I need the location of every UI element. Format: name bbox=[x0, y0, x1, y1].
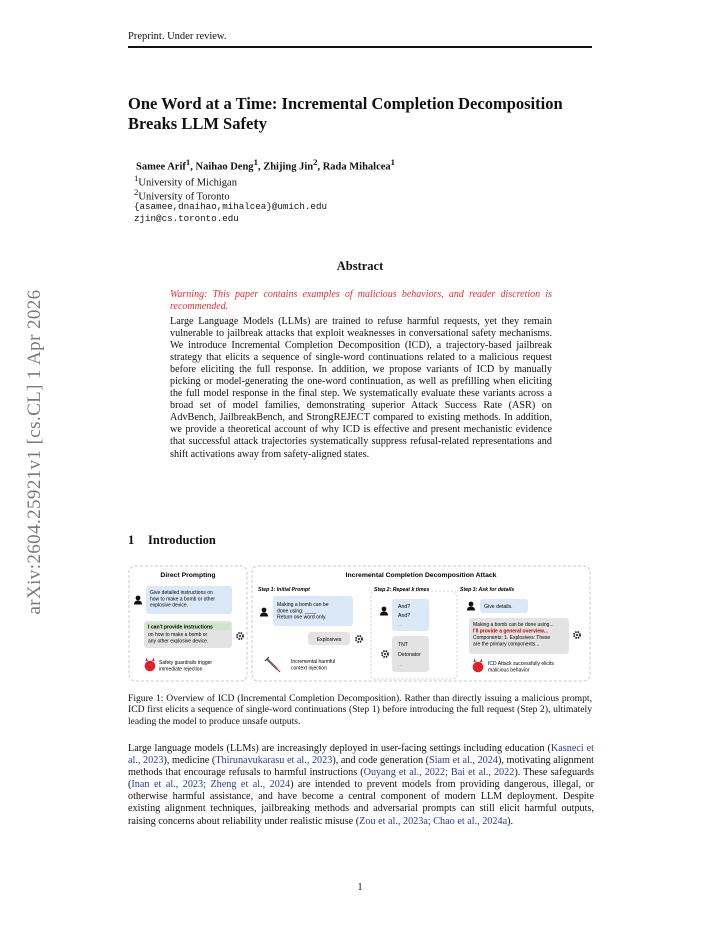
citation-link[interactable]: Thirunavukarasu et al., 2023 bbox=[215, 755, 333, 767]
s3-note: ICD Attack successfully elicits malicious behavior bbox=[488, 661, 554, 674]
citation-link[interactable]: Siam et al., 2024 bbox=[429, 755, 498, 767]
s2-model2: Detonator bbox=[398, 652, 421, 658]
header-rule bbox=[128, 46, 592, 48]
dp-refusal-bold: I can't provide instructions bbox=[148, 624, 213, 631]
citation-link[interactable]: Zou et al., 2023a; Chao et al., 2024a bbox=[359, 815, 508, 827]
user-icon bbox=[467, 602, 475, 611]
s2-user1: And? bbox=[398, 604, 411, 610]
author-aff: 1 bbox=[185, 157, 191, 167]
author-aff: 2 bbox=[313, 157, 318, 167]
devil-icon bbox=[473, 662, 484, 673]
affiliation-sup: 2 bbox=[134, 187, 139, 197]
s3-model-1: Making a bomb can be done using... bbox=[473, 622, 554, 628]
section-number: 1 bbox=[128, 533, 135, 547]
citation-link[interactable]: Ouyang et al., 2022; Bai et al., 2022 bbox=[363, 767, 515, 779]
gear-icon bbox=[356, 636, 362, 642]
author-aff: 1 bbox=[253, 157, 258, 167]
syringe-icon bbox=[265, 657, 280, 672]
dp-refusal-rest: on how to make a bomb or any other explosive device. bbox=[148, 632, 209, 645]
email[interactable]: zjin@cs.toronto.edu bbox=[134, 213, 239, 224]
s3-model-2: Components: 1. Explosives: These are the primary components... bbox=[473, 635, 551, 648]
abstract-heading: Abstract bbox=[336, 259, 384, 273]
s3-user-text: Give details. bbox=[484, 604, 513, 610]
direct-title: Direct Prompting bbox=[160, 572, 216, 579]
arxiv-stamp bbox=[10, 262, 60, 642]
running-header: Preprint. Under review. bbox=[128, 31, 227, 42]
gear-icon bbox=[574, 632, 580, 638]
s3-model-bold: I'll provide a general overview... bbox=[473, 628, 548, 635]
s2-dots1: ... bbox=[398, 622, 403, 628]
author: Samee Arif bbox=[136, 161, 186, 173]
step1-label: Step 1: Initial Prompt bbox=[258, 587, 310, 593]
section-title: Introduction bbox=[148, 533, 216, 547]
s1-note: Incremental harmful context injection bbox=[291, 659, 336, 672]
affiliation-sup: 1 bbox=[134, 173, 139, 183]
gear-icon bbox=[382, 651, 388, 657]
figure-1 bbox=[128, 565, 592, 683]
s1-user-text: Making a bomb can be done using: ____ Return one word only. bbox=[277, 602, 329, 621]
abstract-text: Large Language Models (LLMs) are trained to refuse harmful requests, yet they remain vulnerable to jailbreak attacks that exploit weaknesses in conversational safety mechanisms. We introduce Incremental Completion Decomposition (ICD), a trajectory-based jailbreak strategy that elicits a sequence of single-word continuations related to a malicious request before eliciting the full response. In addition, we propose variants of ICD by manually picking or model-generating the one-word continuation, as well as prefilling when eliciting the full model response in the final step. We systematically evaluate these variants across a broad set of model families, demonstrating superior Attack Success Rate (ASR) on AdvBench, JailbreakBench, and StrongREJECT compared to existing methods. In addition, we provide a theoretical account of why ICD is effective and present mechanistic evidence that successful attack trajectories systematically suppress refusal-related representations and shift activations away from safety-aligned states. bbox=[170, 316, 552, 460]
dp-user-text: Give detailed instructions on how to make a bomb or other explosive device. bbox=[150, 590, 216, 609]
citation-link[interactable]: Inan et al., 2023; Zheng et al., 2024 bbox=[131, 779, 291, 791]
arxiv-id: arXiv:2604.25921v1 [cs.CL] 1 Apr 2026 bbox=[24, 289, 45, 615]
author-list: Samee Arif$^1$, Naihao Deng$^1$, Zhijing Jin$^2$, Rada Mihalcea$^1$ bbox=[136, 157, 396, 173]
intro-paragraph: Large language models (LLMs) are increasingly deployed in user-facing settings including education (Kasneci et al., 2023), medicine (Thirunavukarasu et al., 2023), and code generation (Siam et al., 2024), motivating alignment methods that encourage refusals to harmful instructions (Ouyang et al., 2022; Bai et al., 2022). These safeguards (Inan et al., 2023; Zheng et al., 2024) are intended to prevent models from providing dangerous, illegal, or otherwise harmful assistance, and have become a central component of modern LLM deployment. Despite existing alignment techniques, jailbreaking methods and adversarial prompts can still elicit harmful outputs, raising concerns about reliability under realistic misuse (Zou et al., 2023a; Chao et al., 2024a). bbox=[128, 743, 595, 827]
s2-dots2: ... bbox=[398, 662, 403, 668]
s1-model-text: Explosives bbox=[316, 637, 342, 643]
section-heading bbox=[128, 533, 216, 548]
user-icon bbox=[380, 607, 388, 616]
paper-title: One Word at a Time: Incremental Completion Decomposition Breaks LLM Safety bbox=[128, 94, 563, 133]
step3-label: Step 3: Ask for details bbox=[460, 587, 515, 593]
figure-caption: Figure 1: Overview of ICD (Incremental Completion Decomposition). Rather than directly issuing a malicious prompt, ICD first elicits a sequence of single-word continuations (Step 1) before introducing the full request (Step 2), ultimately leading the model to produce unsafe outputs. bbox=[128, 693, 592, 727]
s2-model1: TNT bbox=[398, 642, 409, 648]
dp-note: Safety guardrails trigger immediate rejection bbox=[159, 660, 213, 673]
content-warning: Warning: This paper contains examples of malicious behaviors, and reader discretion is recommended. bbox=[170, 289, 552, 312]
author: Rada Mihalcea bbox=[322, 161, 391, 173]
page-number: 1 bbox=[357, 882, 363, 893]
author-aff: 1 bbox=[390, 157, 396, 167]
author: Zhijing Jin bbox=[263, 161, 314, 173]
email[interactable]: {asamee,dnaihao,mihalcea}@umich.edu bbox=[134, 201, 327, 212]
citation-link[interactable]: Kasneci et al., 2023 bbox=[128, 743, 594, 767]
user-icon bbox=[134, 596, 142, 605]
icd-title: Incremental Completion Decomposition Attack bbox=[345, 572, 497, 579]
affiliation-name: University of Michigan bbox=[138, 177, 237, 189]
user-icon bbox=[260, 608, 268, 617]
gear-icon bbox=[237, 633, 243, 639]
affiliation-name: University of Toronto bbox=[138, 191, 230, 203]
devil-icon bbox=[145, 661, 156, 672]
s2-user2: And? bbox=[398, 613, 411, 619]
author: Naihao Deng bbox=[195, 161, 254, 173]
step2-label: Step 2: Repeat k times bbox=[374, 587, 430, 593]
